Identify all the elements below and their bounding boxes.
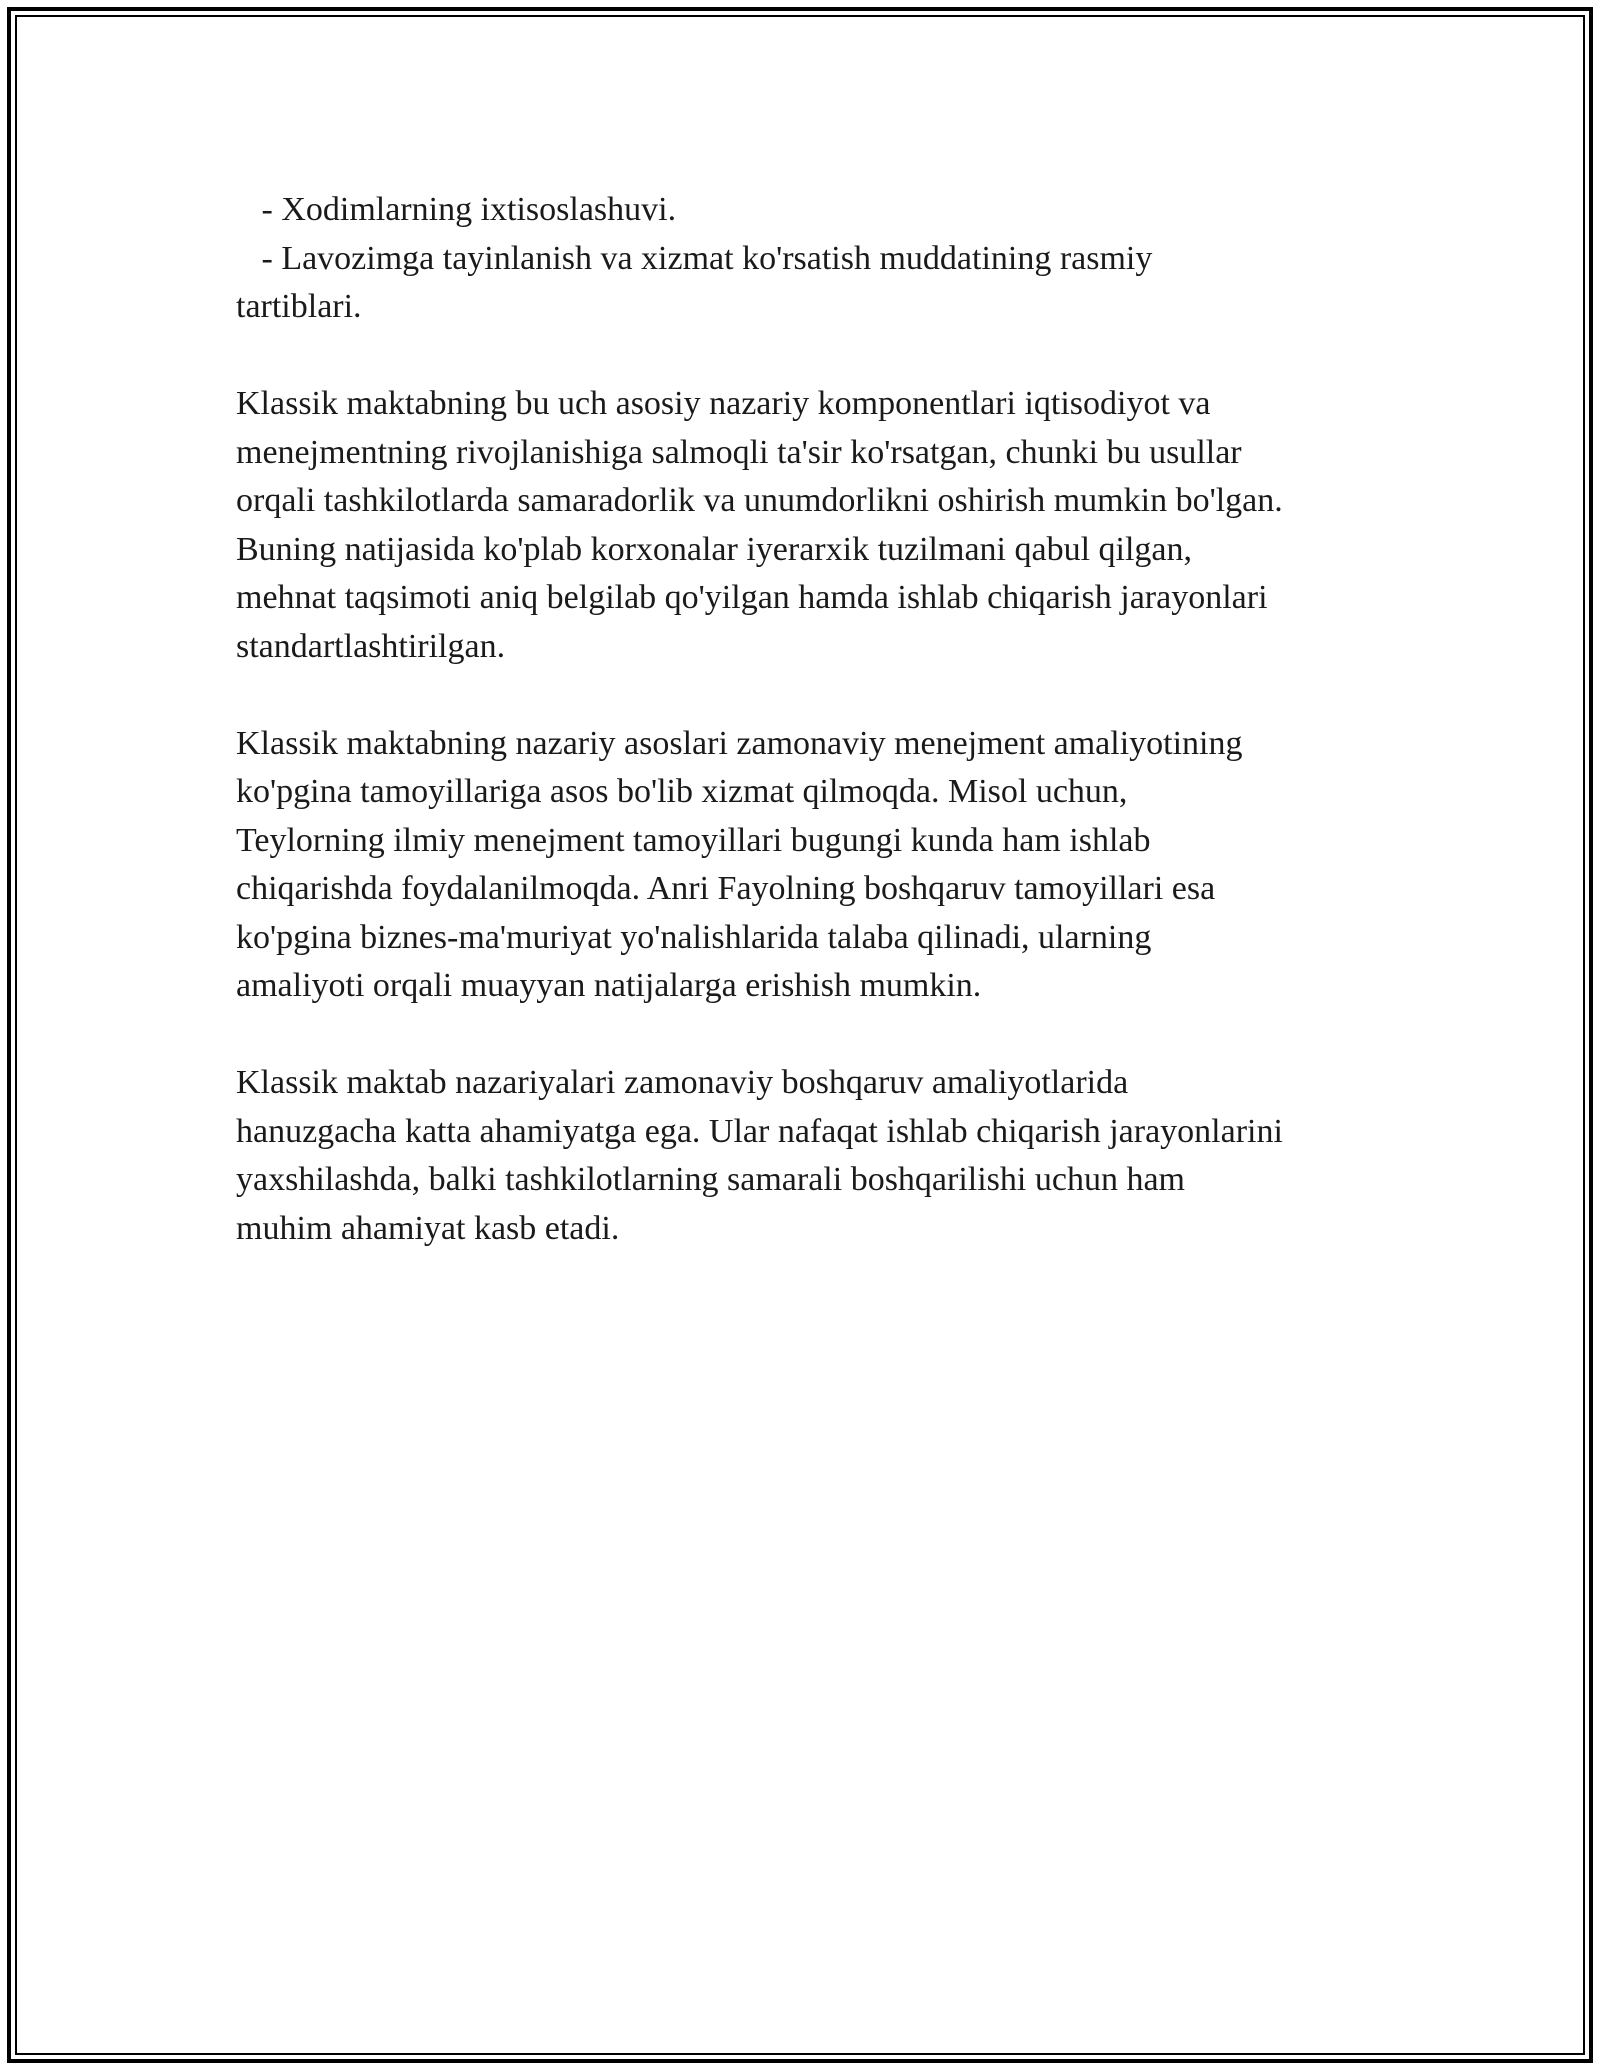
text-line: standartlashtirilgan. (236, 627, 506, 665)
text-line: yaxshilashda, balki tashkilotlarning samarali boshqarilishi uchun ham (236, 1161, 1185, 1198)
document-body (236, 186, 1396, 1253)
text-line: ko'pgina tamoyillariga asos bo'lib xizmat qilmoqda. Misol uchun, (236, 773, 1128, 810)
text-line: amaliyoti orqali muayyan natijalarga erishish mumkin. (236, 967, 982, 1004)
text-line: chiqarishda foydalanilmoqda. Anri Fayolning boshqaruv tamoyillari esa (236, 870, 1216, 907)
list-block (236, 186, 1396, 332)
text-line: menejmentning rivojlanishiga salmoqli ta'sir ko'rsatgan, chunki bu usullar (236, 433, 1242, 471)
text-line: mehnat taqsimoti aniq belgilab qo'yilgan hamda ishlab chiqarish jarayonlari (236, 579, 1268, 616)
text-line: Klassik maktabning nazariy asoslari zamonaviy menejment amaliyotining (236, 724, 1243, 762)
text-line: Teylorning ilmiy menejment tamoyillari bugungi kunda ham ishlab (236, 821, 1151, 859)
text-line: ko'pgina biznes-ma'muriyat yo'nalishlarida talaba qilinadi, ularning (236, 918, 1152, 956)
paragraph (236, 380, 1396, 671)
list-item: - Lavozimga tayinlanish va xizmat ko'rsatish muddatining rasmiy (236, 239, 1153, 277)
paragraph (236, 1059, 1396, 1253)
list-item-continuation: tartiblari. (236, 288, 362, 325)
text-line: Klassik maktabning bu uch asosiy nazariy komponentlari iqtisodiyot va (236, 385, 1211, 422)
text-line: orqali tashkilotlarda samaradorlik va unumdorlikni oshirish mumkin bo'lgan. (236, 482, 1283, 519)
paragraph (236, 720, 1396, 1011)
text-line: Klassik maktab nazariyalari zamonaviy boshqaruv amaliyotlarida (236, 1064, 1129, 1101)
text-line: muhim ahamiyat kasb etadi. (236, 1209, 620, 1247)
list-item: - Xodimlarning ixtisoslashuvi. (236, 191, 677, 228)
text-line: hanuzgacha katta ahamiyatga ega. Ular nafaqat ishlab chiqarish jarayonlarini (236, 1112, 1283, 1150)
text-line: Buning natijasida ko'plab korxonalar iyerarxik tuzilmani qabul qilgan, (236, 530, 1193, 568)
